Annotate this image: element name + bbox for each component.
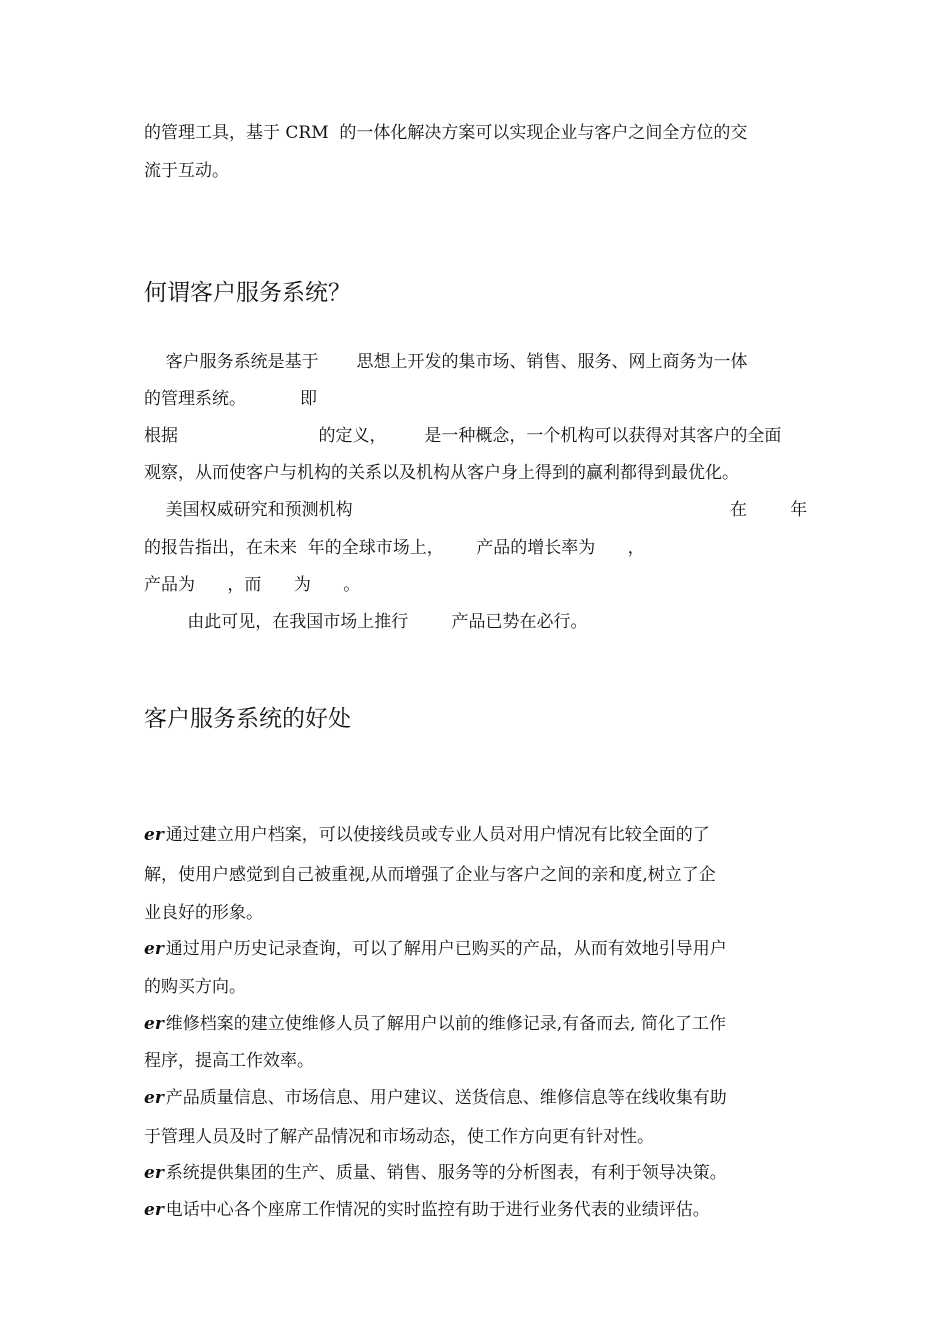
bullet-text: 维修档案的建立使维修人员了解用户以前的维修记录,有备而去, 简化了工作 [165, 1014, 726, 1034]
s1-p1-line-1: 客户服务系统是基于 思想上开发的集市场、销售、服务、网上商务为一体 [144, 352, 748, 372]
s1-p1-line-2: 的管理系统。 即 [144, 389, 318, 409]
bullet-item-2-line-2: 的购买方向。 [144, 977, 246, 997]
s1-p3-line-1-right: 在 年 [730, 500, 808, 520]
bullet-icon: er [144, 1014, 164, 1034]
bullet-item-4-line-2: 于管理人员及时了解产品情况和市场动态，使工作方向更有针对性。 [144, 1127, 654, 1147]
s1-p3-line-2: 的报告指出，在未来 年的全球市场上， 产品的增长率为 ， [144, 538, 645, 558]
s1-p3-line-3: 产品为 ，而 为 。 [144, 575, 361, 595]
bullet-item-6 [144, 1199, 710, 1221]
s1-p4-line-1: 由此可见，在我国市场上推行 产品已势在必行。 [144, 612, 588, 632]
bullet-item-2 [144, 938, 727, 960]
bullet-text: 系统提供集团的生产、质量、销售、服务等的分析图表，有利于领导决策。 [165, 1163, 727, 1183]
bullet-item-1 [144, 824, 710, 846]
bullet-text: 通过用户历史记录查询，可以了解用户已购买的产品，从而有效地引导用户 [165, 939, 727, 959]
bullet-icon: er [144, 939, 164, 959]
s1-p2-line-1: 根据 的定义， 是一种概念，一个机构可以获得对其客户的全面 [144, 426, 782, 446]
section-heading-what-is: 何谓客户服务系统？ [144, 280, 351, 306]
bullet-icon: er [144, 1088, 164, 1108]
bullet-text: 电话中心各个座席工作情况的实时监控有助于进行业务代表的业绩评估。 [165, 1200, 710, 1220]
bullet-icon: er [144, 1163, 164, 1183]
bullet-text: 通过建立用户档案，可以使接线员或专业人员对用户情况有比较全面的了 [165, 825, 710, 845]
bullet-text: 产品质量信息、市场信息、用户建议、送货信息、维修信息等在线收集有助 [165, 1088, 727, 1108]
bullet-icon: er [144, 825, 164, 845]
bullet-item-3-line-2: 程序，提高工作效率。 [144, 1051, 314, 1071]
section-heading-benefits: 客户服务系统的好处 [144, 706, 351, 732]
s1-p2-line-2: 观察，从而使客户与机构的关系以及机构从客户身上得到的赢利都得到最优化。 [144, 463, 739, 483]
s1-p3-line-1-left: 美国权威研究和预测机构 [144, 500, 353, 520]
bullet-icon: er [144, 1200, 164, 1220]
bullet-item-1-line-2: 解，使用户感觉到自己被重视,从而增强了企业与客户之间的亲和度,树立了企 [144, 865, 716, 885]
intro-line-2: 流于互动。 [144, 161, 229, 181]
intro-line-1: 的管理工具，基于 CRM 的一体化解决方案可以实现企业与客户之间全方位的交 [144, 123, 748, 143]
bullet-item-4 [144, 1087, 727, 1109]
bullet-item-5 [144, 1162, 727, 1184]
bullet-item-1-line-3: 业良好的形象。 [144, 903, 263, 923]
bullet-item-3 [144, 1013, 726, 1035]
